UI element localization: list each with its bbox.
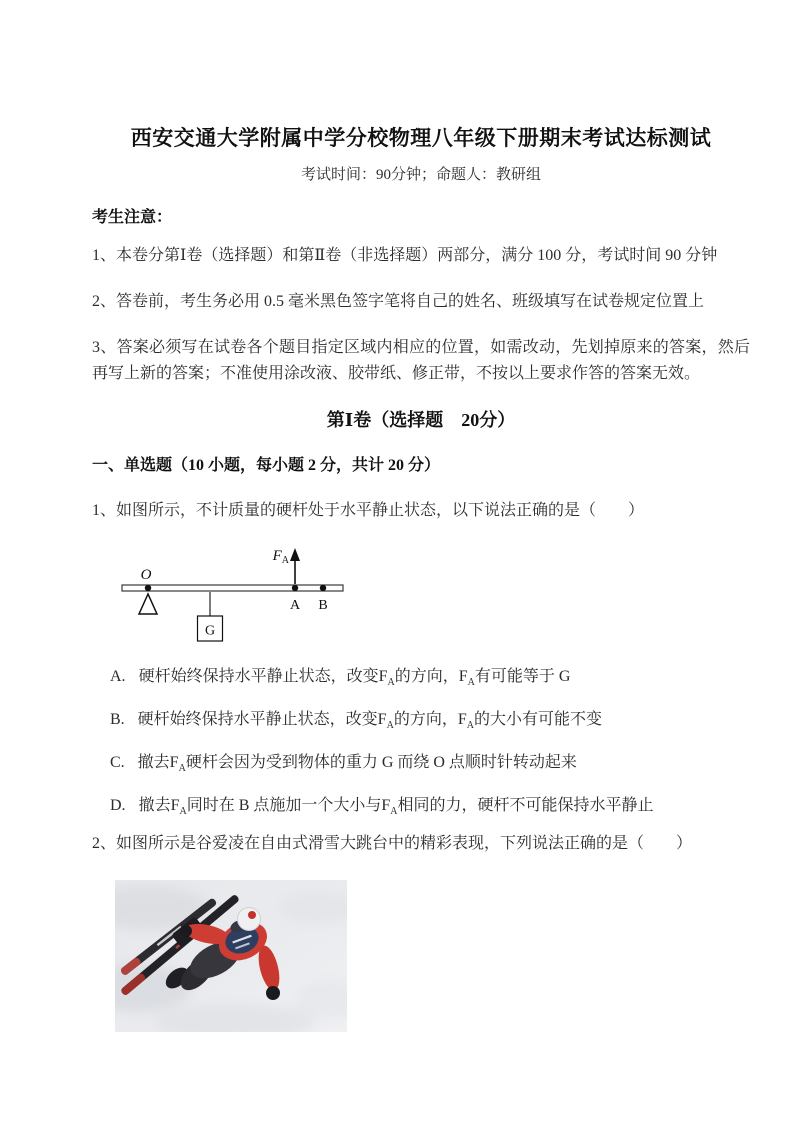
question-1-option-b (110, 709, 750, 731)
notice-item-3: 3、答案必须写在试卷各个题目指定区域内相应的位置，如需改动，先划掉原来的答案，然后再写上新的答案；不准使用涂改液、胶带纸、修正带，不按以上要求作答的答案无效。 (92, 339, 750, 382)
force-arrow-head (290, 548, 300, 561)
option-d-text: 撤去$F_A$同时在 B 点施加一个大小与$F_A$相同的力，硬杆不可能保持水平静止 (138, 797, 654, 818)
option-c-letter: C. (110, 754, 125, 771)
force-label: $F_A$ (272, 548, 289, 566)
section-1-title: 第Ⅰ卷（选择题 20分） (326, 410, 516, 430)
point-b-dot (320, 585, 326, 591)
question-1-option-d (110, 795, 750, 817)
skier-photo-illustration (115, 880, 347, 1032)
question-1-option-a (110, 666, 750, 688)
option-b-letter: B. (110, 711, 125, 728)
exam-meta-line: 考试时间：90分钟；命题人：教研组 (300, 167, 541, 183)
pivot-label: O (140, 567, 152, 583)
skier-right-glove (266, 986, 280, 1000)
lever-diagram (110, 538, 750, 646)
question-1-stem: 1、如图所示，不计质量的硬杆处于水平静止状态，以下说法正确的是（ ） (92, 502, 645, 519)
skier-helmet (238, 908, 261, 931)
notice-item-2: 2、答卷前，考生务必用 0.5 毫米黑色签字笔将自己的姓名、班级填写在试卷规定位置上 (92, 293, 705, 310)
option-d-letter: D. (110, 797, 126, 814)
point-b-label: B (318, 598, 328, 613)
option-a-text: 硬杆始终保持水平静止状态，改变$F_A$的方向，$F_A$有可能等于 G (138, 668, 571, 689)
lever-bar (122, 585, 343, 591)
lever-diagram-svg (110, 538, 380, 646)
point-a-dot (292, 585, 298, 591)
page-title: 西安交通大学附属中学分校物理八年级下册期末考试达标测试 (130, 126, 712, 150)
part-1-title: 一、单选题（10 小题，每小题 2 分，共计 20 分） (92, 457, 441, 474)
weight-label: G (204, 623, 216, 639)
pivot-point-dot (145, 585, 151, 591)
option-b-text: 硬杆始终保持水平静止状态，改变$F_A$的方向，$F_A$的大小有可能不变 (137, 711, 602, 732)
option-c-text: 撤去$F_A$硬杆会因为受到物体的重力 G 而绕 O 点顺时针转动起来 (137, 754, 577, 775)
point-a-label: A (289, 598, 301, 613)
skier-left-glove (180, 925, 192, 937)
notice-heading: 考生注意： (92, 209, 173, 226)
fulcrum-triangle-icon (139, 594, 157, 614)
notice-item-1: 1、本卷分第Ⅰ卷（选择题）和第Ⅱ卷（非选择题）两部分，满分 100 分，考试时间 90 分钟 (92, 247, 718, 264)
question-2-stem: 2、如图所示是谷爱凌在自由式滑雪大跳台中的精彩表现，下列说法正确的是（ ） (92, 835, 693, 852)
question-1-option-c (110, 752, 750, 774)
option-a-letter: A. (110, 668, 126, 685)
skier-photo (115, 880, 347, 1032)
helmet-logo (248, 911, 256, 919)
